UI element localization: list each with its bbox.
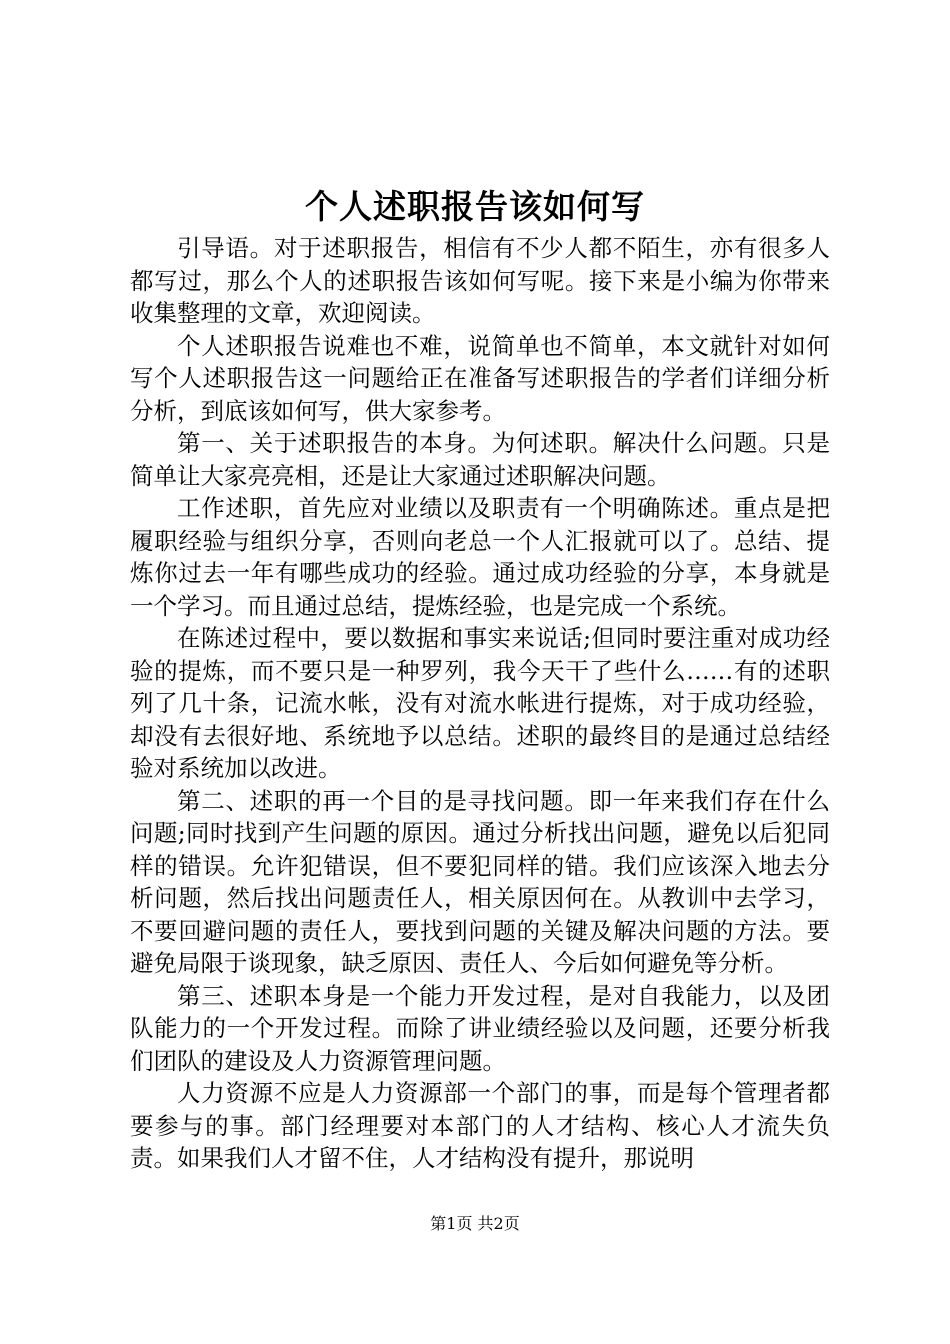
paragraph-work-report: 工作述职，首先应对业绩以及职责有一个明确陈述。重点是把履职经验与组织分享，否则向老总一个人汇报就可以了。总结、提炼你过去一年有哪些成功的经验。通过成功经验的分享，本身就是一个学习。而且通过总结，提炼经验，也是完成一个系统。 (130, 494, 830, 620)
paragraph-point-one: 第一、关于述职报告的本身。为何述职。解决什么问题。只是简单让大家亮亮相，还是让大家通过述职解决问题。 (130, 429, 830, 490)
paragraph-overview: 个人述职报告说难也不难，说简单也不简单，本文就针对如何写个人述职报告这一问题给正在准备写述职报告的学者们详细分析分析，到底该如何写，供大家参考。 (130, 331, 830, 425)
paragraph-point-two: 第二、述职的再一个目的是寻找问题。即一年来我们存在什么问题;同时找到产生问题的原因。通过分析找出问题，避免以后犯同样的错误。允许犯错误，但不要犯同样的错。我们应该深入地去分析问题，然后找出问题责任人，相关原因何在。从教训中去学习，不要回避问题的责任人，要找到问题的关键及解决问题的方法。要避免局限于谈现象，缺乏原因、责任人、今后如何避免等分析。 (130, 786, 830, 977)
document-title: 个人述职报告该如何写 (305, 187, 645, 226)
paragraph-human-resources: 人力资源不应是人力资源部一个部门的事，而是每个管理者都要参与的事。部门经理要对本部门的人才结构、核心人才流失负责。如果我们人才留不住，人才结构没有提升，那说明 (130, 1079, 830, 1172)
paragraph-data-facts: 在陈述过程中，要以数据和事实来说话;但同时要注重对成功经验的提炼，而不要只是一种罗列，我今天干了些什么……有的述职列了几十条，记流水帐，没有对流水帐进行提炼，对于成功经验，却没有去很好地、系统地予以总结。述职的最终目的是通过总结经验对系统加以改进。 (130, 624, 830, 782)
paragraph-intro: 引导语。对于述职报告，相信有不少人都不陌生，亦有很多人都写过，那么个人的述职报告该如何写呢。接下来是小编为你带来收集整理的文章，欢迎阅读。 (130, 234, 830, 327)
document-body (130, 232, 830, 1175)
paragraph-point-three: 第三、述职本身是一个能力开发过程，是对自我能力，以及团队能力的一个开发过程。而除了讲业绩经验以及问题，还要分析我们团队的建设及人力资源管理问题。 (130, 981, 830, 1075)
page-footer: 第1页 共2页 (430, 1214, 520, 1233)
